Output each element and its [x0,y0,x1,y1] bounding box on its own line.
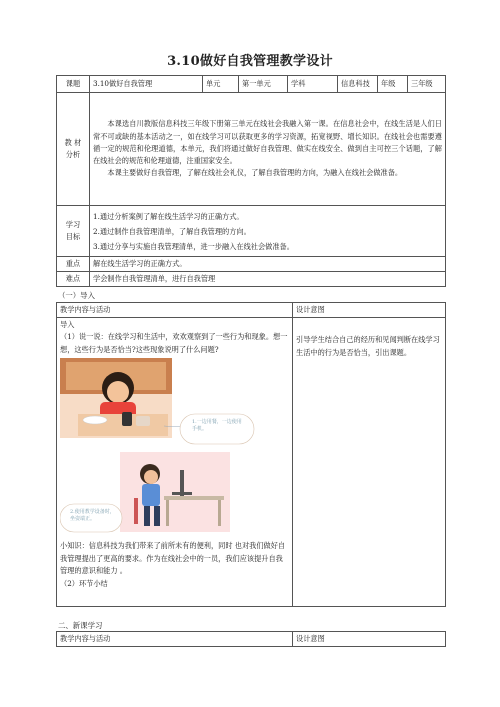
section2-col1-header: 教学内容与活动 [57,632,293,647]
goal-item: 3.通过分享与实施自我管理清单，进一步融入在线社会做准备。 [93,241,294,251]
grade-label: 年级 [378,76,408,93]
analysis-content [90,93,446,206]
caption-computer: 2.使用教学设备时，坐姿端正。 [70,509,115,522]
illustration-eating [60,358,284,448]
difficulty-value: 学会制作自我管理清单，进行自我管理 [90,272,446,287]
goal-item: 2.通过制作自我管理清单，了解自我管理的方向。 [93,226,251,236]
key-point-value: 解在线生活学习的正确方式。 [90,257,446,272]
design-intent-text: 引导学生结合自己的经历和见闻判断在线学习生活中的行为是否恰当，引出课题。 [296,335,440,357]
info-table [56,75,446,287]
intro-label: 导入 [60,320,75,329]
analysis-paragraph-1: 本课选自川教版信息科技三年级下册第三单元在线社会我融入第一课。在信息社会中，在线生活是人们日常不可或缺的基本活动之一，如在线学习可以获取更多的学习资源，拓宽视野、增长知识。在线社会也需要遵循一定的规范和伦理道德，本单元，我们将通过做好自我管理、做实在线安全、做到自主可控三个话题，了解在线社会的规范和伦理道德，注重国家安全。 [93,119,442,166]
goals-content [90,206,446,257]
document-title: 3.10做好自我管理教学设计 [167,54,333,69]
caption-eating: 1.一边用餐，一边使用手机。 [192,419,242,432]
section1-col2-header: 设计意图 [293,303,446,318]
illustration-computer [60,452,284,538]
subject-label: 学科 [288,76,338,93]
goals-label: 学习 目标 [57,206,90,257]
section-summary: （2）环节小结 [60,578,108,588]
unit-value: 第一单元 [239,76,288,93]
grade-value: 三年级 [408,76,446,93]
analysis-paragraph-2: 本课主要做好自我管理，了解在线社会礼仪，了解自我管理的方向，为融入在线社会做准备。 [107,168,403,178]
knowledge-note: 小知识：信息科技为我们带来了前所未有的便利，同时 也对我们做好自我管理提出了更高的要求。作为在线社会中的一员，我们应该提升自我管理的意识和能力 。 [60,541,286,575]
intro-question: （1）说一说：在线学习和生活中，欢欢观察到了一些行为和现象。想一 想，这些行为是否恰当?这些现象说明了什么问题? [60,332,288,354]
section1-heading: （一）导入 [58,291,95,300]
child-eating-image [60,358,284,448]
section1-table [56,302,446,607]
topic-label: 课题 [57,76,90,93]
section2-table [56,631,446,647]
section1-intent [293,318,446,607]
analysis-label: 教 材 分析 [57,93,90,206]
unit-label: 单元 [203,76,239,93]
topic-value: 3.10做好自我管理 [90,76,203,93]
subject-value: 信息科技 [338,76,378,93]
section1-content [57,318,293,607]
section1-col1-header: 教学内容与活动 [57,303,293,318]
key-point-label: 重点 [57,257,90,272]
difficulty-label: 难点 [57,272,90,287]
goal-item: 1.通过分析案例了解在线生活学习的正确方式。 [93,211,244,221]
section2-heading: 二、新课学习 [58,621,103,630]
section2-col2-header: 设计意图 [293,632,446,647]
child-computer-image [60,452,284,538]
